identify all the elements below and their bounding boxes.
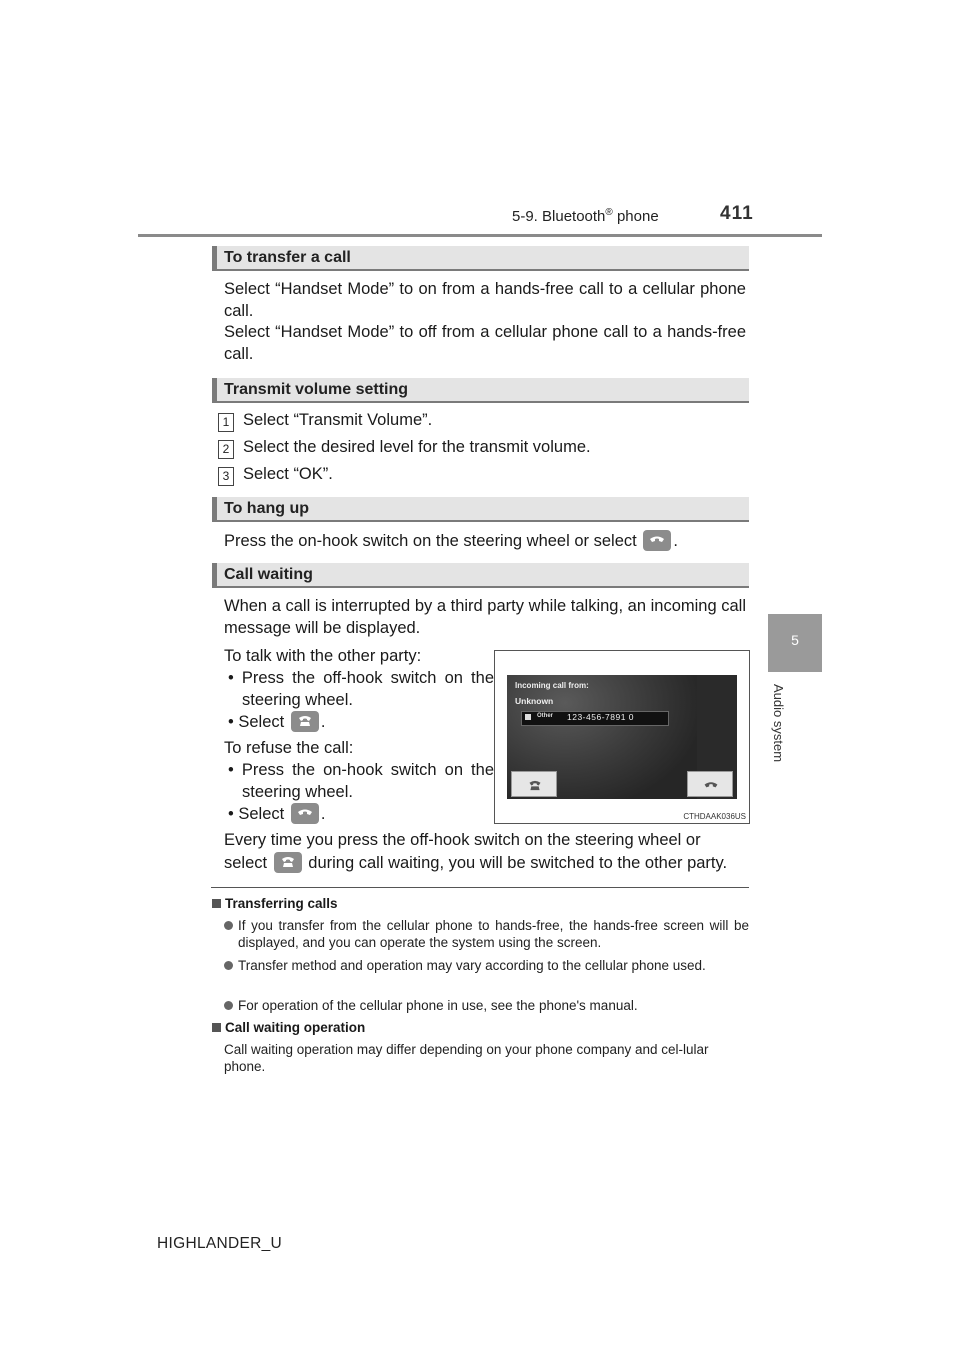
incoming-call-screen [507,675,737,799]
heading-text: Transmit volume setting [224,381,409,398]
every-time-line-1: Every time you press the off-hook switch on the steering wheel or [224,831,701,849]
note-bullet-text: Transfer method and operation may vary according to the cellular phone used. [238,958,706,973]
chapter-label-text: Audio system [771,684,786,763]
refuse-label: To refuse the call: [224,739,354,757]
header-divider [138,234,822,237]
incoming-call-figure [494,650,750,824]
step-number: 1 [218,413,234,432]
phone-offhook-icon [527,780,543,791]
refuse-item-1: • Press the on-hook switch on the steering wheel. [228,761,494,801]
incoming-call-title: Incoming call from: [515,681,589,690]
model-footer: HIGHLANDER_U [157,1235,283,1252]
section-suffix: phone [612,208,659,225]
step-text: Select “OK”. [243,465,333,483]
decline-button[interactable] [687,771,733,797]
note-bullet [224,917,749,951]
note-bullet-text: If you transfer from the cellular phone to hands-free, the hands-free screen will be displayed, and you can operate the system using the screen. [238,918,749,950]
step-text: Select “Transmit Volume”. [243,411,433,429]
caller-phone-number: 123-456-7891 0 [567,712,635,722]
section-prefix: 5-9. Bluetooth [512,208,606,225]
heading-text: Call waiting [224,566,313,583]
hangup-text-before: Press the on-hook switch on the steering wheel or select [224,532,637,550]
phone-onhook-icon [291,803,319,824]
answer-button[interactable] [511,771,557,797]
transfer-line-2: Select “Handset Mode” to off from a cellular phone call to a hands-free call. [224,323,746,363]
chapter-number: 5 [791,632,799,648]
note-heading-text: Call waiting operation [225,1020,366,1035]
heading-text: To transfer a call [224,249,351,266]
step-number: 3 [218,467,234,486]
note-heading-text: Transferring calls [225,896,338,911]
heading-transmit-volume [212,378,749,403]
step-number: 2 [218,440,234,459]
heading-hang-up [212,497,749,522]
heading-transfer-call [212,246,749,271]
square-bullet-icon [212,1023,221,1032]
chapter-label [768,672,822,802]
transfer-line-1: Select “Handset Mode” to on from a hands-free call to a cellular phone call. [224,280,746,320]
every-time-line-2 [224,852,746,875]
waiting-intro: When a call is interrupted by a third party while talking, an incoming call message will be displayed. [224,597,746,637]
square-bullet-icon [212,899,221,908]
note-bullet [224,957,749,974]
every-time-select: select [224,854,268,872]
note-heading-transferring [212,896,338,911]
step-text: Select the desired level for the transmit volume. [243,438,591,456]
phone-onhook-icon [643,530,671,551]
number-type-icon [525,714,531,720]
refuse-period: . [320,805,326,823]
bullet-dot-icon [224,921,233,930]
note-bullet [224,997,749,1014]
heading-call-waiting [212,563,749,588]
bullet-dot-icon [224,1001,233,1010]
page-number: 411 [720,203,754,224]
notes-divider [211,887,749,888]
talk-item-1: • Press the off-hook switch on the steering wheel. [228,669,494,709]
talk-item-2 [228,711,480,734]
phone-offhook-icon [274,852,302,873]
registered-mark: ® [605,207,613,218]
refuse-select: • Select [228,805,285,823]
caller-name: Unknown [515,696,554,706]
hangup-text [224,530,746,553]
note-bullet-text: For operation of the cellular phone in use, see the phone's manual. [238,998,638,1013]
refuse-item-2 [228,803,480,826]
talk-period: . [320,713,326,731]
figure-code: CTHDAAK036US [683,812,746,821]
note-waiting-text: Call waiting operation may differ depending on your phone company and cel-lular phone. [224,1042,709,1074]
chapter-tab [768,614,822,672]
phone-offhook-icon [291,711,319,732]
note-heading-waiting-operation [212,1020,365,1035]
bullet-dot-icon [224,961,233,970]
heading-text: To hang up [224,500,310,517]
section-header [512,207,659,225]
every-time-after: during call waiting, you will be switched to the other party. [308,854,728,872]
number-type: Other [537,713,554,719]
talk-label: To talk with the other party: [224,647,422,665]
talk-select: • Select [228,713,285,731]
caller-number-row [521,711,669,726]
phone-onhook-icon [703,780,719,791]
hangup-period: . [673,532,678,550]
